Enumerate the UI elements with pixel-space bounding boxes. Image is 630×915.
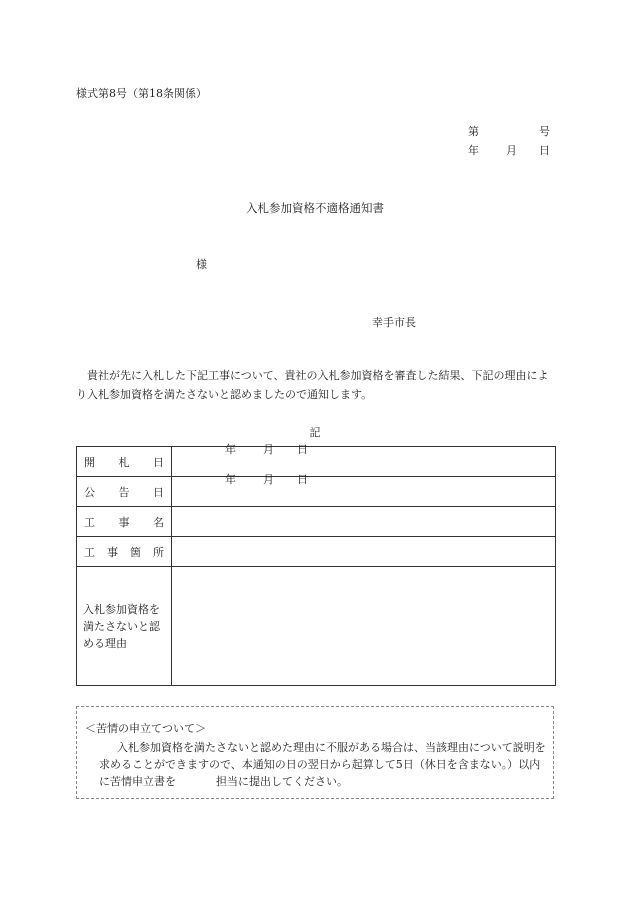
table-row <box>77 507 556 537</box>
row-label: 開 札 日 <box>77 447 172 477</box>
row-label: 工 事 箇 所 <box>77 537 172 567</box>
bid-opening-date-field[interactable]: 年 月 日 <box>172 447 556 477</box>
number-prefix: 第 <box>468 125 479 138</box>
table-row <box>77 537 556 567</box>
body-paragraph: 貴社が先に入札した下記工事について、貴社の入札参加資格を審査した結果、下記の理由により入札参加資格を満たさないと認めましたので通知します。 <box>76 369 549 401</box>
addressee-honorific: 様 <box>196 258 207 271</box>
sender-name: 幸手市長 <box>372 316 416 329</box>
details-table <box>76 443 556 686</box>
row-label: 入札参加資格を満たさないと認める理由 <box>77 567 172 686</box>
table-row <box>77 567 556 686</box>
number-suffix: 号 <box>539 125 550 138</box>
reason-field[interactable] <box>172 567 556 686</box>
construction-name-field[interactable] <box>172 507 556 537</box>
document-title: 入札参加資格不適格通知書 <box>246 201 384 215</box>
notice-heading: ＜苦情の申立てついて＞ <box>85 722 206 735</box>
row-label: 公 告 日 <box>77 477 172 507</box>
date-day: 日 <box>539 144 550 157</box>
complaint-notice-box <box>76 706 554 799</box>
notice-text: 入札参加資格を満たさないと認めた理由に不服がある場合は、当該理由について説明を求めることができますので、本通知の日の翌日から起算して5日（休日を含まない。）以内に苦情申立書を 担当に提出してください。 <box>99 741 546 788</box>
date-month: 月 <box>506 144 517 157</box>
date-year: 年 <box>468 144 479 157</box>
form-number: 様式第8号（第18条関係） <box>76 87 207 100</box>
construction-location-field[interactable] <box>172 537 556 567</box>
ki-heading: 記 <box>309 426 321 439</box>
table-row <box>77 447 556 477</box>
row-label: 工 事 名 <box>77 507 172 537</box>
table-row <box>77 477 556 507</box>
announcement-date-field[interactable]: 年 月 日 <box>172 477 556 507</box>
